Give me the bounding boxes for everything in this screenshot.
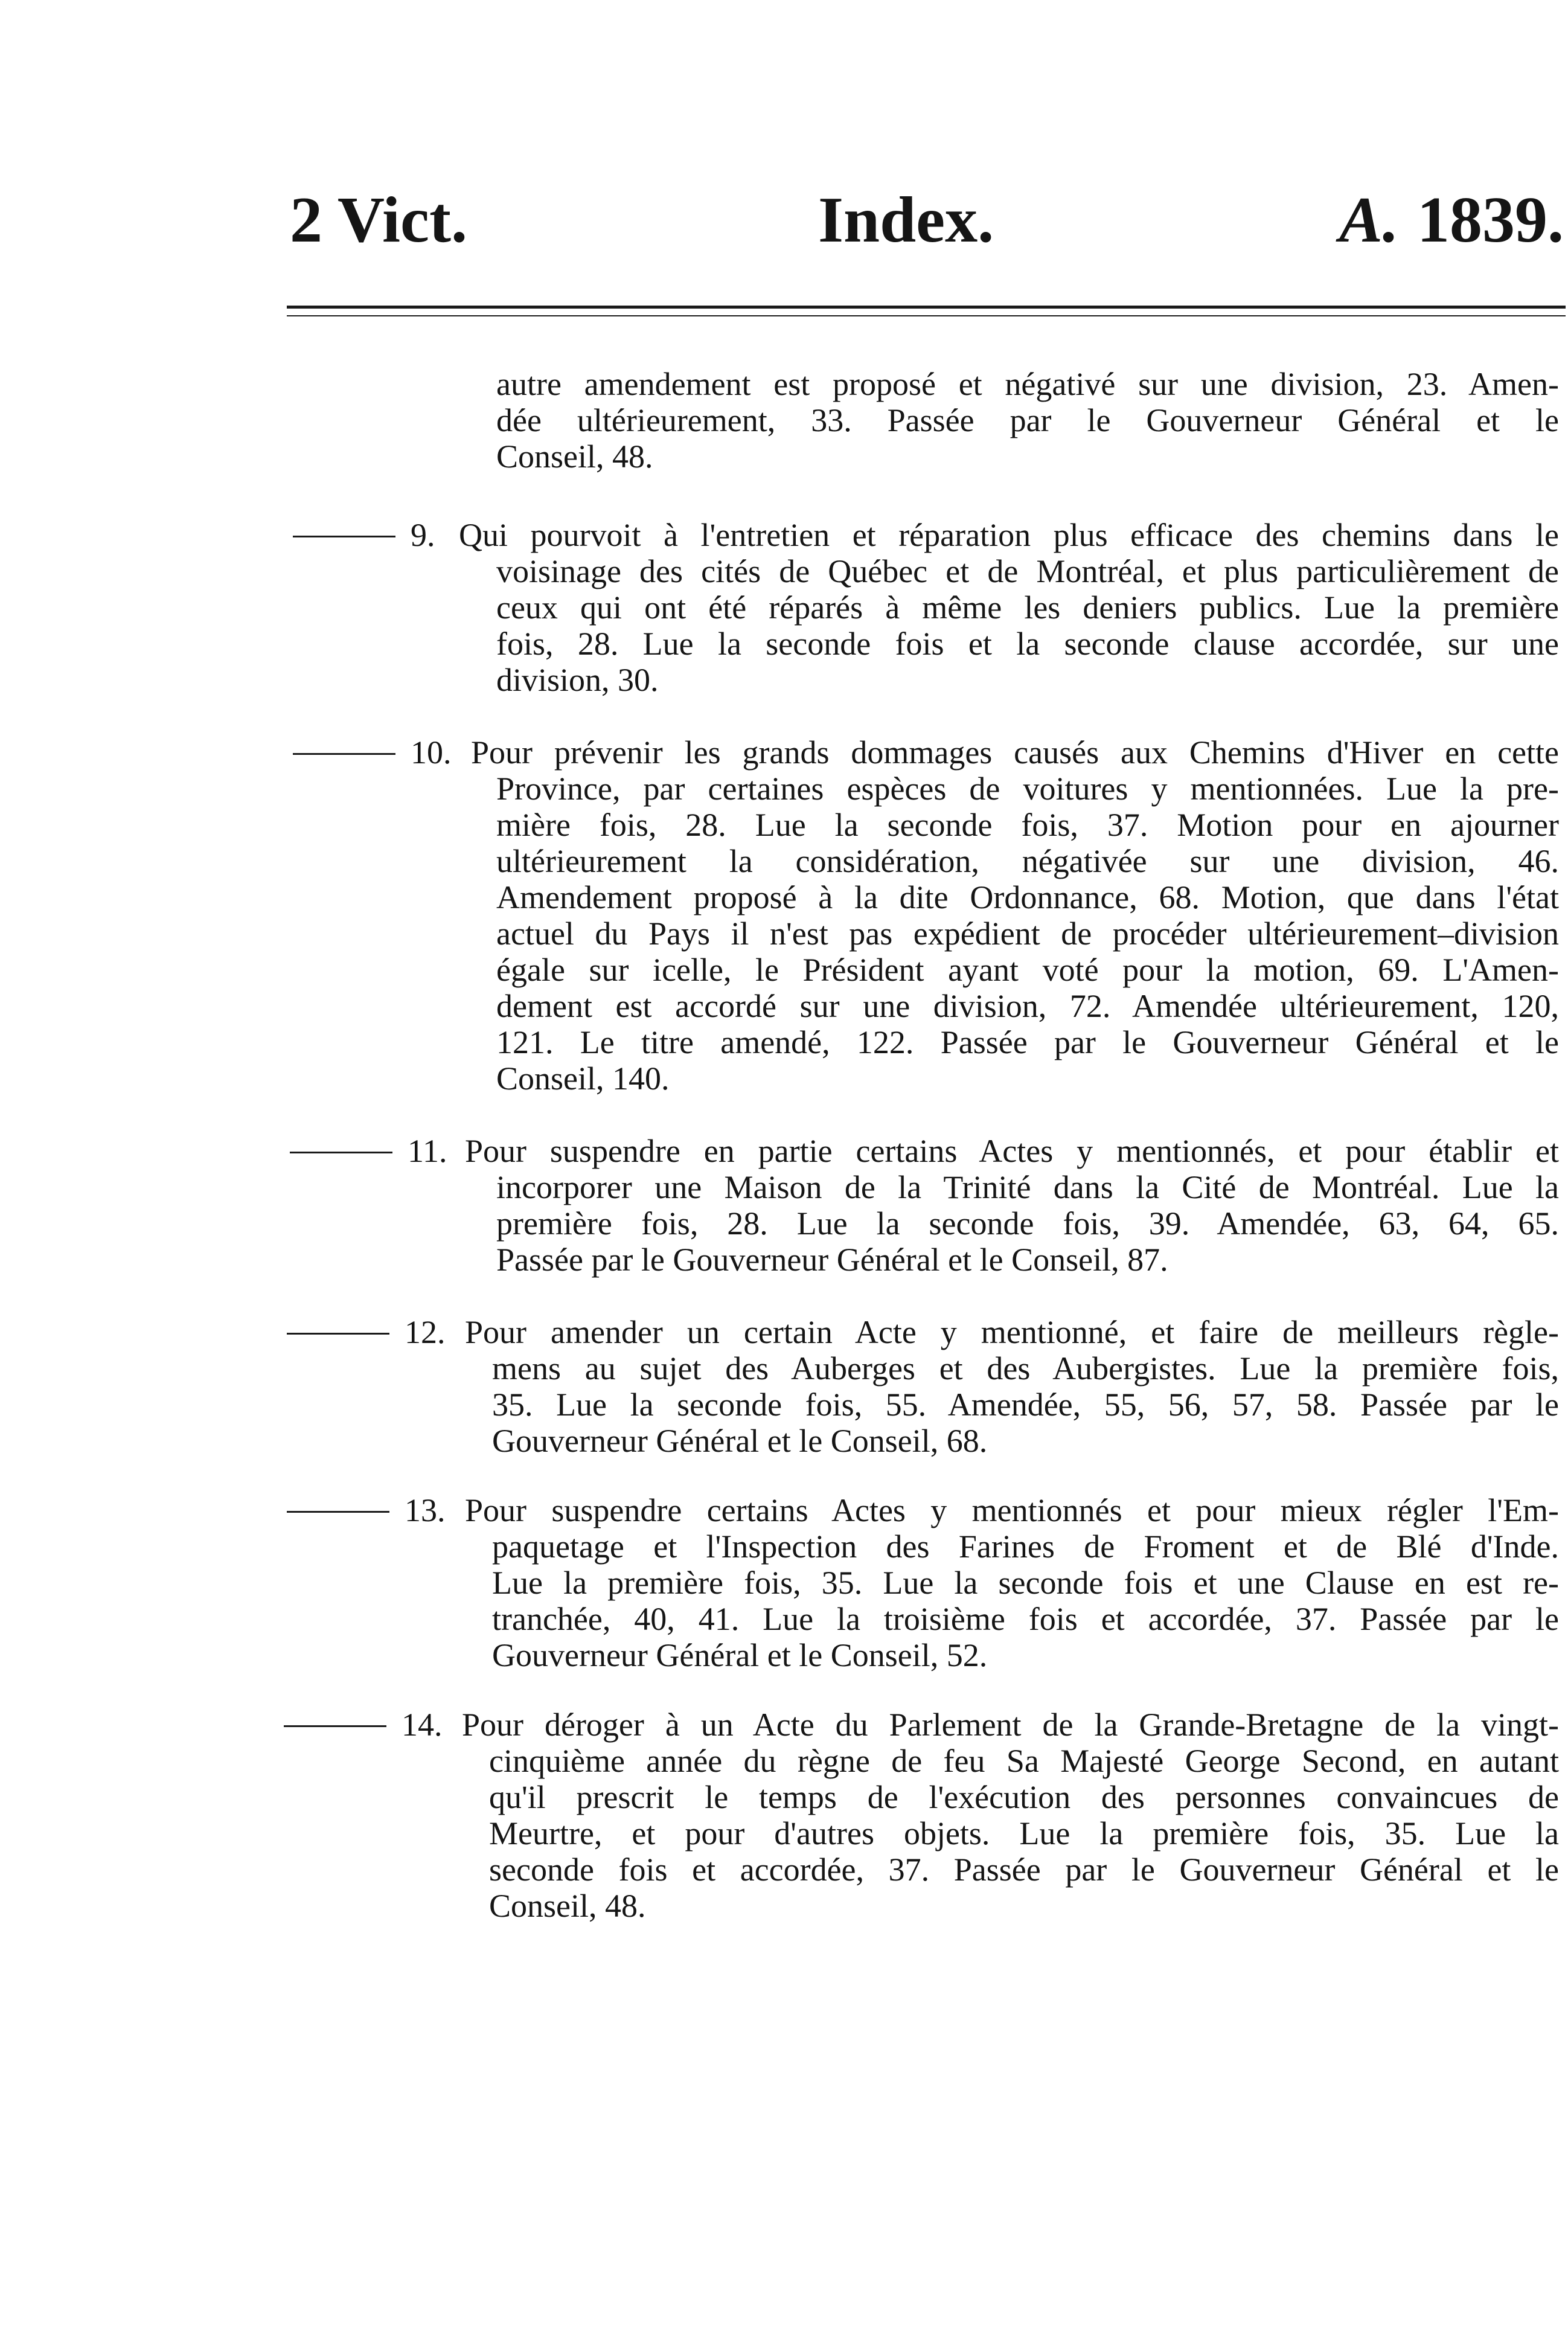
entry-number: 11. [408,1133,447,1169]
entry-line: Pour prévenir les grands dommages causés aux Chemins d'Hiver en cette [471,734,1559,771]
ditto-dash [284,1725,386,1727]
header-title: Index. [818,184,994,256]
entry-line: fois, 28. Lue la seconde fois et la seconde clause accordée, sur une [496,626,1559,662]
entry-line: Gouverneur Général et le Conseil, 52. [492,1637,988,1673]
entry-line: tranchée, 40, 41. Lue la troisième fois et accordée, 37. Passée par le [492,1601,1559,1637]
entry-line: dement est accordé sur une division, 72. Amendée ultérieurement, 120, [496,988,1559,1024]
ditto-dash [287,1511,389,1513]
entry-line: Conseil, 48. [489,1888,646,1924]
entry-number: 12. [405,1314,446,1350]
entry-line: mière fois, 28. Lue la seconde fois, 37. Motion pour en ajourner [496,807,1559,843]
entry-line: Pour amender un certain Acte y mentionné, et faire de meilleurs règle- [465,1314,1559,1350]
entry-line: Lue la première fois, 35. Lue la seconde fois et une Clause en est re- [492,1565,1559,1601]
entry-line: première fois, 28. Lue la seconde fois, 39. Amendée, 63, 64, 65. [496,1205,1559,1242]
entry-number: 9. [411,517,435,553]
header-ornament-letter: A. [1339,184,1399,256]
header-regnal-year: 2 Vict. [290,184,467,256]
entry-line: ceux qui ont été réparés à même les deniers publics. Lue la première [496,589,1559,626]
entry-line: Passée par le Gouverneur Général et le Conseil, 87. [496,1242,1168,1278]
entry-line: 121. Le titre amendé, 122. Passée par le Gouverneur Général et le [496,1024,1559,1060]
entry-line: égale sur icelle, le Président ayant voté pour la motion, 69. L'Amen- [496,952,1559,988]
entry-line: Pour suspendre en partie certains Actes y mentionnés, et pour établir et [465,1133,1559,1169]
entry-line: incorporer une Maison de la Trinité dans la Cité de Montréal. Lue la [496,1169,1559,1205]
ditto-dash [293,753,395,755]
header-year: 1839. [1417,184,1564,256]
entry-line: actuel du Pays il n'est pas expédient de procéder ultérieurement–division [496,915,1559,952]
entry-line: Province, par certaines espèces de voitures y mentionnées. Lue la pre- [496,771,1559,807]
entry-line: mens au sujet des Auberges et des Aubergistes. Lue la première fois, [492,1350,1559,1387]
entry-line: Conseil, 140. [496,1060,670,1097]
entry-line: Gouverneur Général et le Conseil, 68. [492,1423,988,1459]
entry-line: division, 30. [496,662,659,698]
entry-line: Conseil, 48. [496,438,653,475]
entry-line: ultérieurement la considération, négativée sur une division, 46. [496,843,1559,879]
entry-line: seconde fois et accordée, 37. Passée par le Gouverneur Général et le [489,1851,1559,1888]
entry-number: 10. [411,734,452,771]
entry-line: paquetage et l'Inspection des Farines de Froment et de Blé d'Inde. [492,1528,1559,1565]
ditto-dash [290,1152,392,1153]
header-year-group [1339,181,1564,260]
entry-line: Meurtre, et pour d'autres objets. Lue la première fois, 35. Lue la [489,1815,1559,1851]
header-rule-thick [287,306,1566,309]
entry-number: 14. [402,1707,443,1743]
entry-line: voisinage des cités de Québec et de Montréal, et plus particulièrement de [496,553,1559,589]
entry-line: Qui pourvoit à l'entretien et réparation plus efficace des chemins dans le [459,517,1559,553]
entry-line: autre amendement est proposé et négativé sur une division, 23. Amen- [496,366,1559,402]
entry-line: Pour déroger à un Acte du Parlement de la Grande-Bretagne de la vingt- [462,1707,1559,1743]
header-rule-thin [287,315,1566,316]
entry-line: cinquième année du règne de feu Sa Majesté George Second, en autant [489,1743,1559,1779]
entry-line: qu'il prescrit le temps de l'exécution des personnes convaincues de [489,1779,1559,1815]
running-header [290,181,1564,260]
ditto-dash [293,536,395,537]
entry-line: Amendement proposé à la dite Ordonnance, 68. Motion, que dans l'état [496,879,1559,915]
entry-line: dée ultérieurement, 33. Passée par le Gouverneur Général et le [496,402,1559,438]
entry-number: 13. [405,1492,446,1528]
ditto-dash [287,1333,389,1335]
entry-line: Pour suspendre certains Actes y mentionnés et pour mieux régler l'Em- [465,1492,1559,1528]
entry-line: 35. Lue la seconde fois, 55. Amendée, 55, 56, 57, 58. Passée par le [492,1387,1559,1423]
